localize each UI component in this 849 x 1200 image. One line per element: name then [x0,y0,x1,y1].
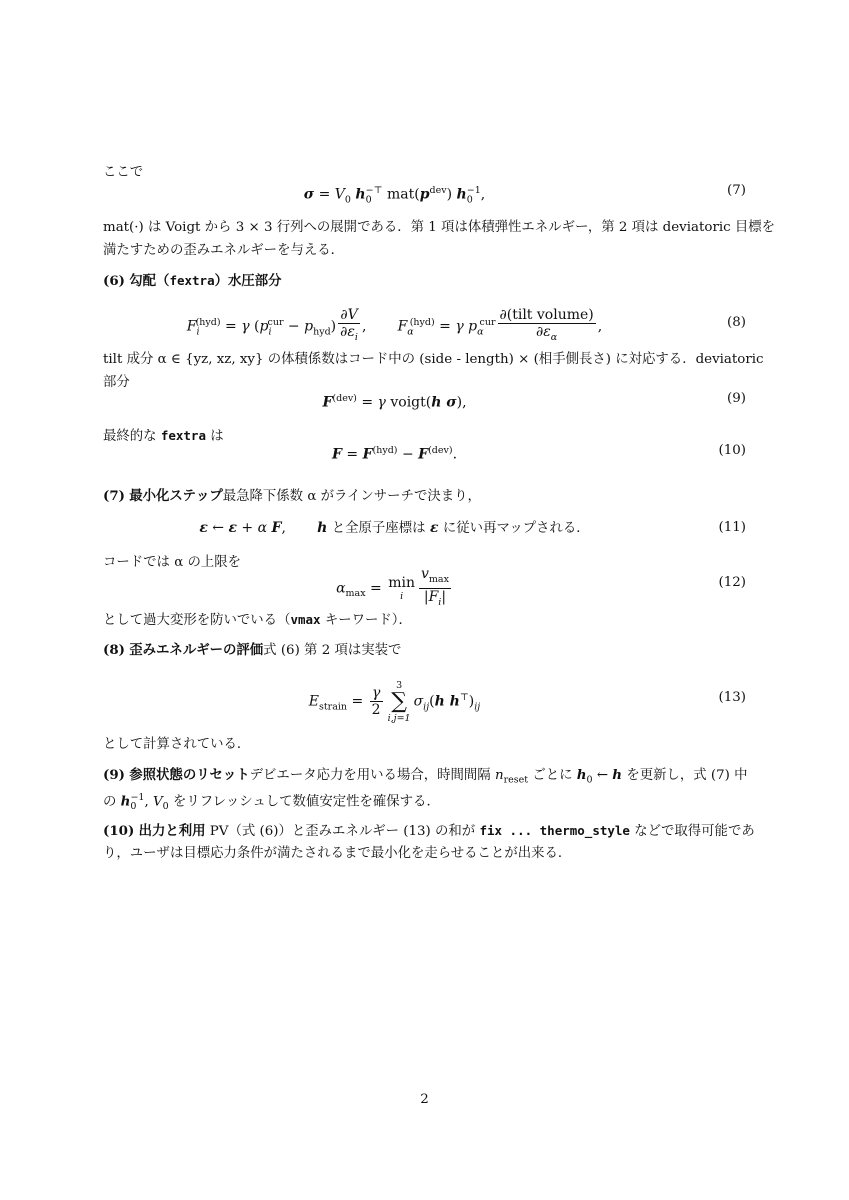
equation-9 [103,386,746,416]
section-6-heading [103,271,746,292]
section-9-line-1: (9) 参照状態のリセットデビエータ応力を用いる場合，時間間隔 $n_{reset}$ ごとに $h_0$ ← h を更新し，式 (7) 中 [103,767,748,786]
equation-10-body: $F = F^{(hyd)} - F^{(dev)}$. [331,445,458,463]
equation-11-mid-text: と全原子座標は [331,521,426,536]
section-7-title: 最小化ステップ [129,488,223,504]
equation-12 [103,566,746,608]
paragraph-2-line-1: tilt 成分 α ∈ {yz, xz, xy} の体積係数はコード中の (side ‐ length) × (相手側長さ) に対応する．deviatoric [103,352,764,367]
section-9-text-1: デビエータ応力を用いる場合，時間間隔 [249,768,491,783]
section-9-line-2: の $h_0^{-1}$, $V_0$ をリフレッシュして数値安定性を確保する． [103,792,440,813]
paragraph-1-line-2: 満たすための歪みエネルギーを与える． [103,243,345,258]
equation-8 [103,306,746,342]
section-9-text-3: を更新し，式 (7) 中 [626,768,748,783]
section-10-code: fix ... thermo_style [479,823,630,838]
paragraph-3-text: 最終的な [103,429,157,444]
section-10-text-1: PV（式 (6)）と歪みエネルギー (13) の和が [209,824,476,839]
section-9-title: 参照状態のリセット [129,767,250,783]
equation-12-body: $\alpha_{max}$ = min i $\frac{v_{max}}{|F_i|}$ [336,566,449,608]
section-10-line-2: り，ユーザは目標応力条件が満たされるまで最小化を走らせることが出来る． [103,846,572,861]
paragraph-5 [103,610,746,631]
paragraph-3-text-2: は [210,429,224,444]
equation-9-number: (9) [727,391,746,406]
equation-11-body: ε ← ε + α F, h と全原子座標は ε に従い再マップされる． [199,520,590,536]
section-10-line-1 [103,821,755,842]
section-9-line-2-b: をリフレッシュして数値安定性を確保する． [172,794,440,810]
equation-9-body: $F^{(dev)} = \gamma$ voigt(h σ), [322,393,467,411]
intro-label: ここで [103,165,144,180]
paragraph-3-code: fextra [160,428,206,443]
section-9-line-2-a: の [103,794,117,810]
equation-10 [103,438,746,468]
equation-13-body: $E_{strain}$ = $\frac{\gamma}{2}$ 3 ∑ i,j=1 $\sigma_{ij}(h$ $h^⊤)_{ij}$ [308,679,481,724]
section-7-text: 最急降下係数 α がラインサーチで決まり， [222,489,481,504]
section-10-number: (10) [103,823,135,839]
section-8-heading [103,640,746,661]
equation-13 [103,676,746,722]
section-6-title-2: ）水圧部分 [214,273,282,289]
paragraph-2-line-2: 部分 [103,375,130,390]
section-10-title: 出力と利用 [138,823,206,839]
equation-7-number: (7) [727,183,746,198]
equation-8-body: $F_i^{(hyd)} = \gamma$ $(p_i^{cur} - p_{hyd})$ $\frac{\partial V}{\partial\varepsilon_i}$ , $F_\alpha^{(hyd)} = \gamma$ $p_\alpha^{cur}$ $\frac{\text{∂(tilt volume)}}{\partial\varepsilon_\alpha}$ , [186,307,603,344]
section-6-title: 勾配（ [129,273,170,289]
section-8-text: 式 (6) 第 2 項は実装で [263,643,402,658]
paragraph-6: として計算されている． [103,737,251,752]
equation-11-number: (11) [718,520,746,535]
paragraph-1-line-1: mat(·) は Voigt から 3 × 3 行列への展開である．第 1 項は体積弾性エネルギー，第 2 項は deviatoric 目標を [103,220,776,235]
equation-7 [103,178,746,208]
section-6-code: fextra [169,273,215,288]
paragraph-4: コードでは α の上限を [103,555,242,570]
section-7-heading [103,486,746,507]
section-6-number: (6) [103,273,125,289]
equation-8-number: (8) [727,315,746,330]
equation-11-end-text: に従い再マップされる． [442,521,590,536]
section-9-number: (9) [103,767,125,783]
section-9-text-2: ごとに [532,768,573,783]
equation-12-number: (12) [718,575,746,590]
section-8-number: (8) [103,642,125,658]
section-10-text-2: などで取得可能であ [634,824,755,839]
equation-11 [103,515,746,545]
equation-13-number: (13) [718,690,746,705]
equation-10-number: (10) [718,443,746,458]
section-7-number: (7) [103,488,125,504]
paragraph-5-code: vmax [290,612,321,627]
equation-7-body: $\sigma = V_0$ $h_0^{-⊤}$ $mat(p^{dev})$ $h_0^{-1}$, [303,185,486,206]
paragraph-5-text: として過大変形を防いでいる（ [103,613,291,628]
section-8-title: 歪みエネルギーの評価 [129,642,264,658]
page-number: 2 [420,1092,429,1107]
paragraph-5-text-2: キーワード）． [324,613,412,628]
